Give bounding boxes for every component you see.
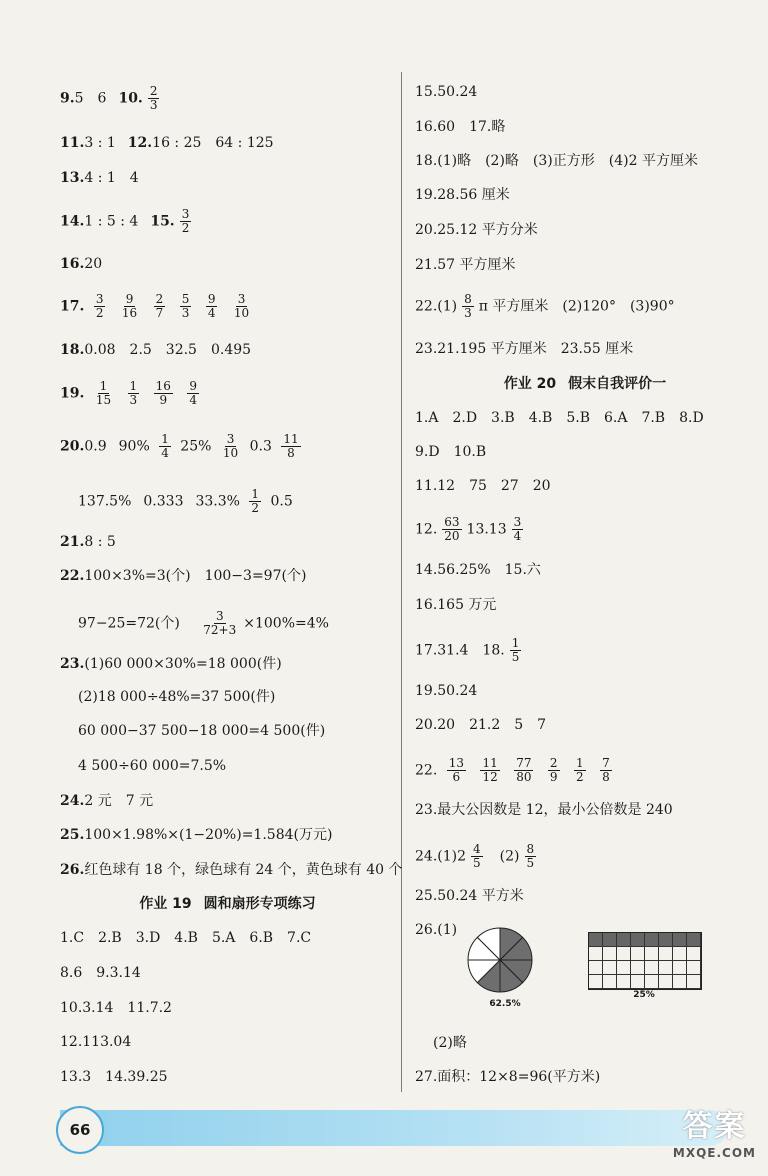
denominator: 72+3 <box>203 623 237 637</box>
answer-text: 13.13 <box>466 521 507 538</box>
answer-text: (1) <box>437 298 458 315</box>
answer-r23 <box>415 340 633 358</box>
answer-17 <box>60 293 256 320</box>
answer-text: 20 <box>84 256 103 272</box>
answer-text: 红色球有 18 个，绿色球有 24 个，黄色球有 40 个 <box>84 862 403 878</box>
grid-cell <box>673 947 687 961</box>
fraction <box>514 757 533 784</box>
answer-text: ×100%=4% <box>243 615 329 632</box>
denominator: 3 <box>149 98 158 112</box>
answer-text: 12.113.04 <box>60 1034 132 1050</box>
grid-cell <box>589 947 603 961</box>
answer-s22 <box>415 757 617 784</box>
answer-26 <box>60 861 403 879</box>
answer-s26-part2 <box>415 1034 467 1052</box>
fraction <box>574 757 586 784</box>
grid-cell <box>659 975 673 989</box>
answer-text: 8 : 5 <box>84 534 116 550</box>
shaded-grid <box>588 932 702 990</box>
answer-h10-11 <box>60 999 172 1017</box>
answer-text: 23.最大公因数是 12，最小公倍数是 240 <box>415 802 673 818</box>
section-heading-20 <box>415 375 755 393</box>
answer-r22 <box>415 293 675 320</box>
numerator: 4 <box>473 842 481 856</box>
denominator: 4 <box>161 446 169 460</box>
answer-s9-10 <box>415 443 486 461</box>
answer-text: 19.28.56 厘米 <box>415 187 510 203</box>
grid-label: 25% <box>633 990 655 1000</box>
grid-cell <box>659 933 673 947</box>
fraction <box>180 208 192 235</box>
numerator: 63 <box>444 515 460 529</box>
answer-text: 20.20 21.2 5 7 <box>415 717 547 733</box>
fraction <box>148 85 160 112</box>
denominator: 4 <box>513 529 522 543</box>
numerator: 9 <box>125 292 134 306</box>
q-number: 13. <box>60 170 85 186</box>
answer-r20 <box>415 221 538 239</box>
answer-text: 1.A 2.D 3.B 4.B 5.B 6.A 7.B 8.D <box>415 410 704 426</box>
q-number: 14. <box>60 213 85 230</box>
answer-text: (2)18 000÷48%=37 500(件) <box>78 689 276 705</box>
numerator: 3 <box>215 609 224 623</box>
numerator: 3 <box>226 432 235 446</box>
answer-r19 <box>415 186 510 204</box>
answer-text: 17.31.4 18. <box>415 642 505 659</box>
q-number: 22. <box>415 298 438 315</box>
answer-20-cont <box>60 488 293 515</box>
answer-22-cont <box>60 610 329 637</box>
page-number: 66 <box>56 1106 104 1154</box>
answer-text: 90% <box>118 438 150 455</box>
answer-text: 10.3.14 11.7.2 <box>60 1000 172 1016</box>
q-number: 16. <box>60 256 85 272</box>
answer-text: 60 000−37 500−18 000=4 500(件) <box>78 723 326 739</box>
grid-cell <box>617 933 631 947</box>
q-number: 17. <box>60 298 85 315</box>
answer-text: 4 : 1 4 <box>84 170 139 186</box>
grid-cell <box>617 947 631 961</box>
answer-text: 0.3 <box>249 438 272 455</box>
numerator: 1 <box>251 487 260 501</box>
answer-h12 <box>60 1033 131 1051</box>
q-number: 23. <box>60 656 85 672</box>
answer-text: 16.165 万元 <box>415 597 497 613</box>
answer-text: 14.56.25% 15.六 <box>415 562 541 578</box>
answer-24 <box>60 792 153 810</box>
numerator: 77 <box>516 756 532 770</box>
denominator: 15 <box>95 393 112 407</box>
grid-cell <box>617 975 631 989</box>
numerator: 8 <box>464 292 472 306</box>
answer-text: 4 500÷60 000=7.5% <box>78 758 227 774</box>
denominator: 6 <box>452 770 461 784</box>
q-number: 25. <box>60 827 85 843</box>
answer-11-12 <box>60 134 274 152</box>
q-number: 11. <box>60 135 85 151</box>
watermark-logo <box>673 1108 756 1160</box>
denominator: 3 <box>129 393 138 407</box>
grid-cell <box>589 961 603 975</box>
answer-r18 <box>415 152 698 170</box>
grid-cell <box>603 975 617 989</box>
fraction <box>442 516 461 543</box>
fraction <box>206 293 218 320</box>
grid-cell <box>687 933 701 947</box>
answer-text: 18.(1)略 (2)略 (3)正方形 (4)2 平方厘米 <box>415 153 698 169</box>
grid-cell <box>589 933 603 947</box>
answer-text: 0.5 <box>270 493 293 510</box>
fraction <box>462 293 474 320</box>
grid-cell <box>687 961 701 975</box>
pie-figure <box>465 925 545 1009</box>
numerator: 2 <box>549 756 558 770</box>
section-title: 假末自我评价一 <box>568 376 667 392</box>
denominator: 2 <box>95 306 104 320</box>
fraction <box>232 293 251 320</box>
answer-text: 23.21.195 平方厘米 23.55 厘米 <box>415 341 634 357</box>
denominator: 5 <box>473 856 481 870</box>
answer-s16 <box>415 596 496 614</box>
answer-text: 137.5% <box>78 493 132 510</box>
answer-22 <box>60 567 306 585</box>
numerator: 16 <box>155 379 171 393</box>
denominator: 4 <box>207 306 216 320</box>
pie-label: 62.5% <box>489 999 521 1009</box>
numerator: 2 <box>149 84 158 98</box>
grid-cell <box>673 933 687 947</box>
answer-text: 16 : 25 64 : 125 <box>152 135 274 151</box>
fraction <box>94 293 106 320</box>
q-number: 15. <box>150 213 175 230</box>
fraction <box>548 757 560 784</box>
fraction <box>159 433 171 460</box>
q-number: 9. <box>60 90 75 107</box>
numerator: 3 <box>513 515 522 529</box>
answer-r16-17 <box>415 118 505 136</box>
answer-h1-7 <box>60 929 311 947</box>
q-number: 18. <box>60 342 85 358</box>
q-number: 22. <box>60 568 85 584</box>
q-number: 24. <box>60 793 85 809</box>
numerator: 9 <box>189 379 198 393</box>
answer-13 <box>60 169 139 187</box>
grid-cell <box>631 961 645 975</box>
answer-text: 1.C 2.B 3.D 4.B 5.A 6.B 7.C <box>60 930 312 946</box>
denominator: 8 <box>602 770 610 784</box>
answer-text: 33.3% <box>195 493 240 510</box>
answer-h13-14 <box>60 1068 168 1086</box>
denominator: 2 <box>576 770 584 784</box>
answer-14-15 <box>60 208 196 235</box>
grid-cell <box>617 961 631 975</box>
grid-cell <box>631 933 645 947</box>
answer-text: 3 : 1 <box>84 135 116 151</box>
numerator: 9 <box>207 292 216 306</box>
numerator: 7 <box>602 756 610 770</box>
grid-cell <box>589 975 603 989</box>
answer-text: 97−25=72(个) <box>78 615 180 632</box>
numerator: 8 <box>526 842 535 856</box>
grid-cell <box>687 947 701 961</box>
fraction <box>510 637 522 664</box>
answer-23 <box>60 655 282 673</box>
grid-cell <box>603 961 617 975</box>
answer-19 <box>60 380 204 407</box>
column-divider <box>401 72 402 1092</box>
denominator: 10 <box>222 446 239 460</box>
answer-20 <box>60 433 306 460</box>
denominator: 20 <box>444 529 460 543</box>
watermark-small: MXQE.COM <box>672 1146 756 1160</box>
answer-s23 <box>415 801 673 819</box>
answer-text: 26.(1) <box>415 922 458 938</box>
grid-cell <box>645 947 659 961</box>
denominator: 12 <box>482 770 498 784</box>
answer-text: π 平方厘米 (2)120° (3)90° <box>478 298 675 315</box>
answer-text: 19.50.24 <box>415 683 478 699</box>
answer-text: 25% <box>180 438 212 455</box>
fraction <box>154 380 173 407</box>
q-number: 24. <box>415 848 438 865</box>
answer-text: 20.25.12 平方分米 <box>415 222 538 238</box>
fraction <box>154 293 166 320</box>
denominator: 16 <box>121 306 138 320</box>
answer-text: 15.50.24 <box>415 84 478 100</box>
denominator: 2 <box>181 221 190 235</box>
grid-cell <box>631 947 645 961</box>
fraction <box>120 293 139 320</box>
answer-text: 100×1.98%×(1−20%)=1.584(万元) <box>84 827 333 843</box>
numerator: 5 <box>181 292 190 306</box>
q-number: 26. <box>60 862 85 878</box>
denominator: 10 <box>233 306 250 320</box>
answer-25 <box>60 826 332 844</box>
answer-text: 25.50.24 平方米 <box>415 888 524 904</box>
answer-text: (2) <box>499 848 520 865</box>
numerator: 3 <box>181 207 190 221</box>
denominator: 3 <box>464 306 472 320</box>
answer-text: 9.D 10.B <box>415 444 487 460</box>
answer-r15 <box>415 83 477 101</box>
answer-text: 100×3%=3(个) 100−3=97(个) <box>84 568 307 584</box>
fraction <box>180 293 192 320</box>
section-title: 圆和扇形专项练习 <box>203 896 316 912</box>
numerator: 13 <box>448 756 464 770</box>
numerator: 1 <box>129 379 138 393</box>
footer-bar <box>60 1110 728 1146</box>
answer-r21 <box>415 256 516 274</box>
answer-text: 5 6 <box>74 90 107 107</box>
answer-text: (1)60 000×30%=18 000(件) <box>84 656 282 672</box>
answer-s1-8 <box>415 409 704 427</box>
answer-s27 <box>415 1068 600 1086</box>
fraction <box>512 516 524 543</box>
answer-23-line4 <box>60 757 226 775</box>
answer-text: 0.9 <box>84 438 107 455</box>
numerator: 2 <box>155 292 164 306</box>
grid-cell <box>631 975 645 989</box>
answer-text: 21.57 平方厘米 <box>415 257 516 273</box>
answer-23-line3 <box>60 722 325 740</box>
grid-cell <box>687 975 701 989</box>
q-number: 19. <box>60 385 85 402</box>
answer-23-line2 <box>60 688 275 706</box>
fraction <box>600 757 612 784</box>
section-number: 作业 19 <box>139 896 192 912</box>
q-number: 22. <box>415 762 438 779</box>
answer-s14-15 <box>415 561 541 579</box>
grid-cell <box>673 961 687 975</box>
numerator: 1 <box>99 379 108 393</box>
answer-s17-18 <box>415 637 526 664</box>
denominator: 80 <box>516 770 532 784</box>
q-number: 12. <box>127 135 153 151</box>
grid-cell <box>645 975 659 989</box>
numerator: 3 <box>95 292 104 306</box>
fraction <box>187 380 199 407</box>
answer-text: 16.60 17.略 <box>415 119 506 135</box>
answer-text: 0.08 2.5 32.5 0.495 <box>84 342 252 358</box>
answer-h8-9 <box>60 964 141 982</box>
grid-cell <box>645 961 659 975</box>
fraction <box>94 380 113 407</box>
answer-16 <box>60 255 102 273</box>
answer-s25 <box>415 887 524 905</box>
section-heading-19 <box>60 895 395 913</box>
denominator: 5 <box>511 650 520 664</box>
watermark-big: 答案 <box>682 1109 747 1144</box>
answer-21 <box>60 533 116 551</box>
answer-text: (1)2 <box>437 848 467 865</box>
answer-s19 <box>415 682 477 700</box>
fraction <box>281 433 300 460</box>
pie-chart <box>465 925 535 995</box>
denominator: 4 <box>189 393 198 407</box>
grid-cell <box>673 975 687 989</box>
grid-cell <box>603 933 617 947</box>
answer-text: (2)略 <box>433 1035 467 1051</box>
answer-text: 1 : 5 : 4 <box>84 213 139 230</box>
numerator: 1 <box>511 636 520 650</box>
grid-cell <box>603 947 617 961</box>
answer-text: 0.333 <box>143 493 184 510</box>
denominator: 3 <box>181 306 190 320</box>
answer-s26 <box>415 921 457 939</box>
denominator: 2 <box>251 501 260 515</box>
fraction <box>471 843 483 870</box>
answer-text: 27.面积：12×8=96(平方米) <box>415 1069 601 1085</box>
numerator: 3 <box>237 292 246 306</box>
denominator: 9 <box>549 770 558 784</box>
section-number: 作业 20 <box>503 376 557 392</box>
fraction <box>249 488 261 515</box>
answer-text: 13.3 14.39.25 <box>60 1069 168 1085</box>
denominator: 9 <box>159 393 168 407</box>
answer-text: 2 元 7 元 <box>84 793 154 809</box>
numerator: 1 <box>161 432 169 446</box>
answer-text: 11.12 75 27 20 <box>415 478 551 494</box>
answer-text: 8.6 9.3.14 <box>60 965 141 981</box>
q-number: 10. <box>118 90 143 107</box>
denominator: 7 <box>155 306 164 320</box>
grid-figure <box>588 932 700 1000</box>
q-number: 12. <box>415 521 438 538</box>
grid-cell <box>659 961 673 975</box>
fraction <box>480 757 499 784</box>
q-number: 21. <box>60 534 85 550</box>
grid-cell <box>645 933 659 947</box>
answer-s24 <box>415 843 541 870</box>
fraction <box>525 843 537 870</box>
numerator: 11 <box>283 432 299 446</box>
numerator: 1 <box>576 756 584 770</box>
fraction <box>447 757 466 784</box>
answer-s20-21 <box>415 716 546 734</box>
fraction <box>201 610 238 637</box>
answer-s11 <box>415 477 551 495</box>
denominator: 8 <box>287 446 295 460</box>
numerator: 11 <box>482 756 498 770</box>
fraction <box>221 433 240 460</box>
denominator: 5 <box>526 856 535 870</box>
answer-s12-13 <box>415 516 528 543</box>
answer-18 <box>60 341 251 359</box>
grid-cell <box>659 947 673 961</box>
q-number: 20. <box>60 438 85 455</box>
answer-9-10 <box>60 85 164 112</box>
fraction <box>128 380 140 407</box>
